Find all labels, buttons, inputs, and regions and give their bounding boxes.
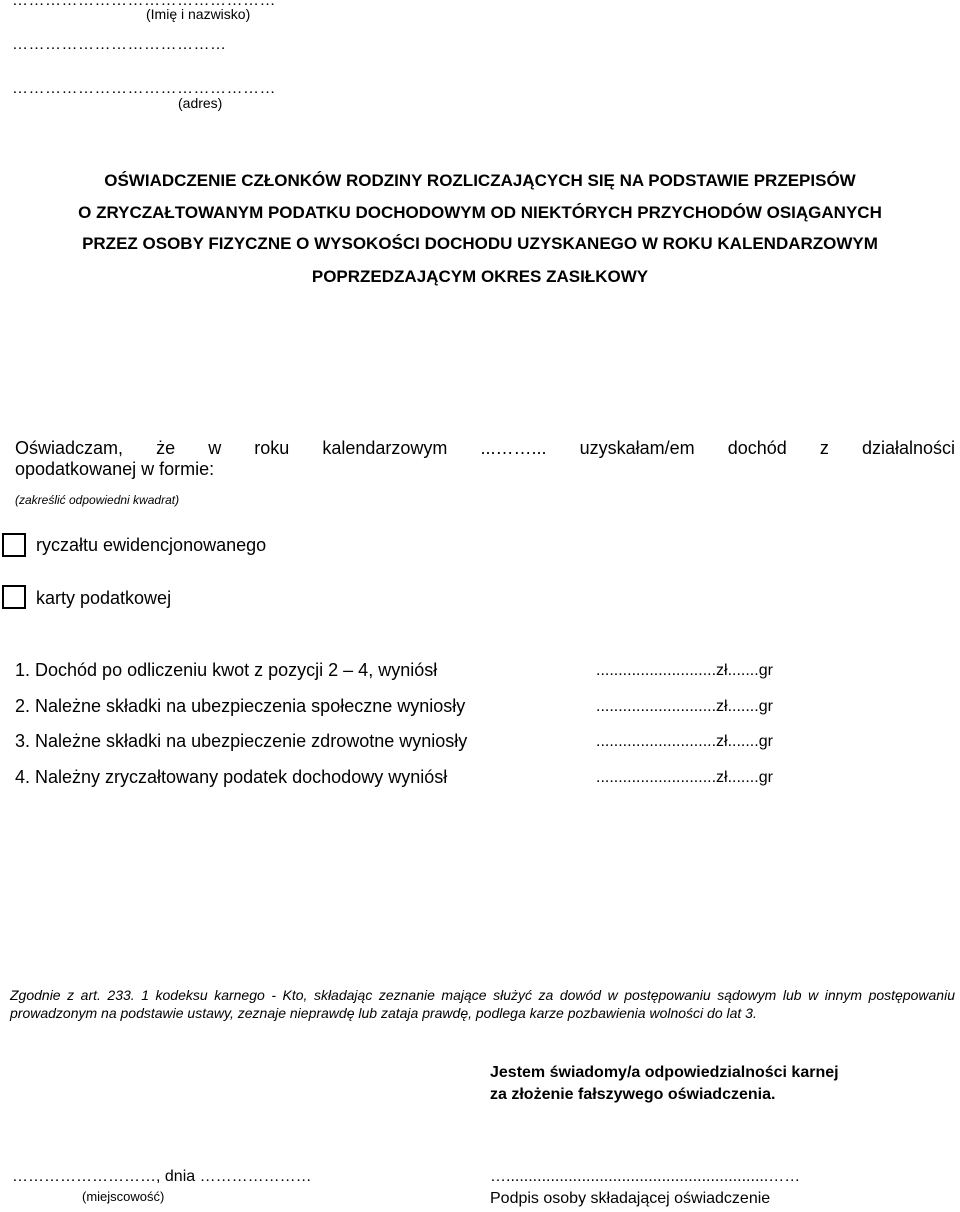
address-label: (adres) [178,95,223,111]
item-social-amount[interactable]: ...........................zł.......gr [596,698,773,715]
awareness-line-2: za złożenie fałszywego oświadczenia. [490,1086,776,1103]
statement-word: uzyskałam/em [579,438,695,458]
title-line-1: OŚWIADCZENIE CZŁONKÓW RODZINY ROZLICZAJĄCYCH SIĘ NA PODSTAWIE PRZEPISÓW [104,171,856,190]
year-field[interactable]: ...……... [480,438,547,458]
item-tax-label: 4. Należny zryczałtowany podatek dochodowy wyniósł [15,767,448,787]
item-health-amount[interactable]: ...........................zł.......gr [596,733,773,750]
statement-word: że [156,438,176,458]
address-line1-dots[interactable]: ………………………………… [12,36,227,53]
statement-word: w [208,438,222,458]
tax-card-label: karty podatkowej [36,588,172,608]
name-line-dots[interactable]: ………………………………………… [12,0,276,9]
statement-line-2: opodatkowanej w formie: [15,459,215,479]
checkbox-instruction: (zakreślić odpowiedni kwadrat) [15,493,180,507]
awareness-line-1: Jestem świadomy/a odpowiedzialności karnej [490,1064,839,1081]
name-label: (Imię i nazwisko) [146,6,251,22]
lump-sum-checkbox[interactable] [2,533,26,557]
address-line2-dots[interactable]: ………………………………………… [12,80,276,97]
statement-word: kalendarzowym [322,438,448,458]
title-line-2: O ZRYCZAŁTOWANYM PODATKU DOCHODOWYM OD NIEKTÓRYCH PRZYCHODÓW OSIĄGANYCH [78,203,882,222]
item-income-label: 1. Dochód po odliczeniu kwot z pozycji 2 – 4, wyniósł [15,660,438,680]
statement-word: działalności [861,438,955,458]
statement-line-1 [15,438,955,459]
statement-word: dochód [727,438,787,458]
tax-card-checkbox[interactable] [2,585,26,609]
item-income-amount[interactable]: ...........................zł.......gr [596,662,773,679]
signature-field[interactable]: …...........................................................…… [490,1168,801,1185]
lump-sum-label: ryczałtu ewidencjonowanego [36,535,267,555]
signature-label: Podpis osoby składającej oświadczenie [490,1190,771,1207]
statement-word: z [819,438,829,458]
place-label: (miejscowość) [82,1189,165,1204]
place-date-field[interactable]: ………………………, dnia ………………… [12,1168,312,1185]
item-social-label: 2. Należne składki na ubezpieczenia społeczne wyniosły [15,696,466,716]
legal-note: Zgodnie z art. 233. 1 kodeksu karnego - Kto, składając zeznanie mające służyć za dowód w postępowaniu sądowym lub w innym postępowaniu prowadzonym na podstawie ustawy, zeznaje nieprawdę lub zataja prawdę, podlega karze pozbawienia wolności do lat 3. [10,987,955,1021]
statement-word: roku [254,438,290,458]
item-tax-amount[interactable]: ...........................zł.......gr [596,769,773,786]
title-line-3: PRZEZ OSOBY FIZYCZNE O WYSOKOŚCI DOCHODU UZYSKANEGO W ROKU KALENDARZOWYM [82,234,878,253]
item-health-label: 3. Należne składki na ubezpieczenie zdrowotne wyniosły [15,731,468,751]
statement-word: Oświadczam, [15,438,124,458]
title-line-4: POPRZEDZAJĄCYM OKRES ZASIŁKOWY [311,267,649,286]
